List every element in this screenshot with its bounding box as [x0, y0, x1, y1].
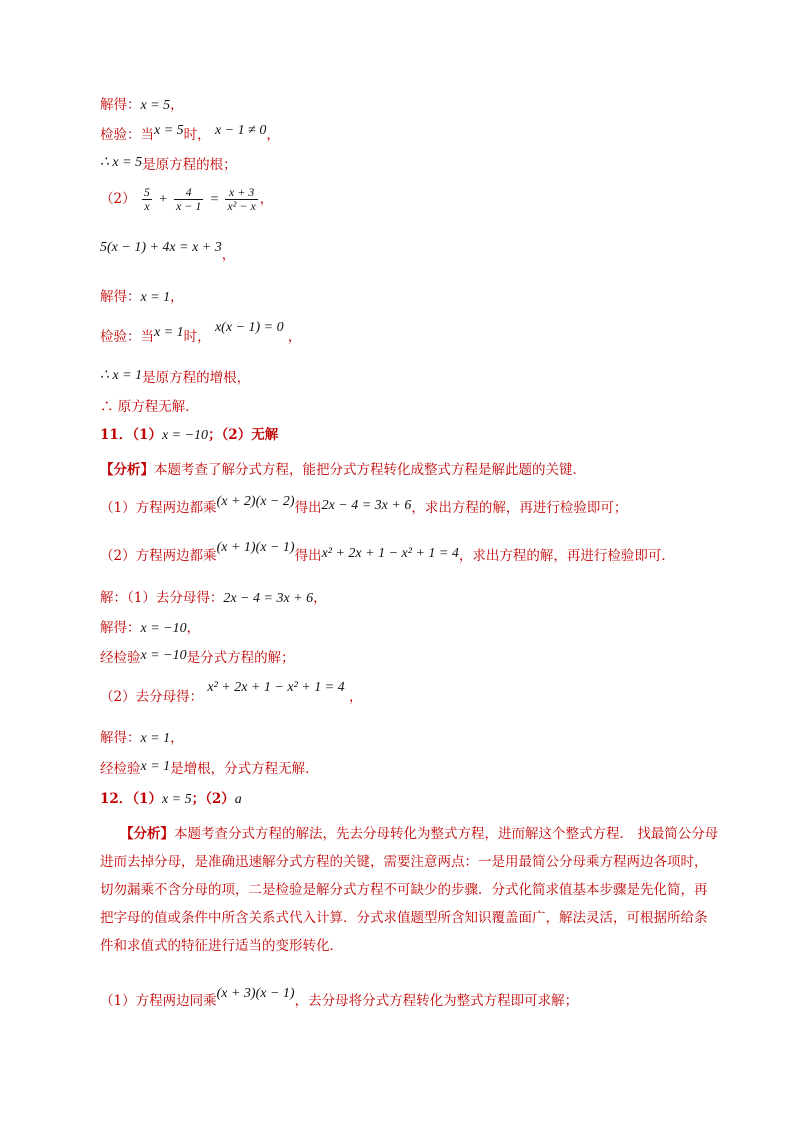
punct: ， — [266, 127, 280, 143]
label: 解得： — [100, 730, 141, 746]
text: ；（2）无解 — [208, 427, 279, 443]
label: 解：（1）去分母得： — [100, 590, 224, 606]
line-solve-x1 — [100, 288, 184, 307]
math: x(x − 1) = 0 — [214, 320, 284, 335]
answer-12 — [100, 790, 242, 809]
punct: ， — [221, 247, 236, 263]
punct: ， — [170, 289, 184, 305]
line-solve-x5 — [100, 96, 184, 115]
math: a — [234, 792, 242, 807]
math: x = −10 — [161, 428, 209, 443]
denominator: x − 1 — [175, 199, 202, 213]
analysis-11 — [100, 461, 586, 479]
solution-11-2-check — [100, 760, 319, 779]
punct: ， — [348, 689, 363, 705]
analysis-tag: 【分析】 — [100, 462, 154, 478]
label: 经检验 — [100, 650, 141, 666]
math: x = 5 — [161, 792, 192, 807]
text: 是增根，分式方程无解． — [170, 761, 319, 777]
math: x = 1 — [140, 731, 171, 746]
text: 得出 — [294, 500, 322, 516]
math: x = −10 — [140, 648, 187, 663]
numerator: 5 — [143, 185, 150, 199]
math: ∴ x = 1 — [100, 368, 143, 383]
math: (x + 2)(x − 2) — [216, 494, 295, 509]
text: ，去分母将分式方程转化为整式方程即可求解； — [294, 993, 579, 1009]
text: ，求出方程的解，再进行检验即可． — [458, 548, 675, 564]
math: x − 1 ≠ 0 — [214, 123, 267, 138]
label: （1） — [132, 791, 162, 807]
line-multiplied — [100, 238, 236, 263]
operator: + — [158, 192, 168, 207]
line-equation-2 — [100, 186, 273, 213]
solution-11-2 — [100, 680, 363, 707]
line-root — [100, 156, 237, 175]
math: 5(x − 1) + 4x = x + 3 — [100, 240, 222, 255]
text: ∴ 原方程无解． — [100, 399, 199, 415]
analysis-12 — [100, 820, 720, 960]
label: 检验：当 — [100, 329, 154, 345]
text: 是原方程的根； — [142, 157, 237, 173]
label: 解得： — [100, 289, 141, 305]
punct: ， — [313, 590, 327, 606]
text: 本题考查了解分式方程，能把分式方程转化成整式方程是解此题的关键． — [154, 462, 586, 478]
line-no-solution — [100, 398, 199, 416]
math: x = 1 — [154, 325, 184, 340]
text: 时， — [183, 329, 211, 345]
text: 本题考查分式方程的解法，先去分母转化为整式方程，进而解这个整式方程． 找最简公分母进而去掉分母，是准确迅速解分式方程的关键，需要注意两点：一是用最简公分母乘方程两边各项时，切勿漏乘不含分母的项，二是检验是解分式方程不可缺少的步骤．分式化简求值基本步骤是先化简，再把字母的值或条件中所含关系式代入计算．分式求值题型所含知识覆盖面广，解法灵活，可根据所给条件和求值式的特征进行适当的变形转化． — [100, 826, 719, 954]
line-extraneous-root — [100, 369, 250, 388]
hint-12-1 — [100, 986, 579, 1011]
label: 解得： — [100, 620, 141, 636]
punct: ， — [186, 620, 201, 636]
math: x² + 2x + 1 − x² + 1 = 4 — [207, 680, 345, 695]
math: (x + 3)(x − 1) — [216, 986, 295, 1001]
fraction — [225, 186, 257, 213]
math: 2x − 4 = 3x + 6 — [223, 591, 314, 606]
label: 经检验 — [100, 761, 141, 777]
text: ，求出方程的解，再进行检验即可； — [411, 500, 628, 516]
fraction — [142, 186, 152, 213]
math: x = 5 — [140, 98, 171, 113]
line-check-x1 — [100, 320, 302, 347]
hint-11-1 — [100, 494, 628, 518]
question-number: 11． — [100, 427, 133, 443]
denominator: x — [144, 199, 150, 213]
label: 检验：当 — [100, 127, 154, 143]
math: x² + 2x + 1 − x² + 1 = 4 — [321, 546, 459, 561]
math: x = 5 — [154, 123, 184, 138]
math: ∴ x = 5 — [100, 155, 143, 170]
solution-11-1 — [100, 589, 327, 608]
label: （1） — [132, 427, 162, 443]
label: （2）去分母得： — [100, 689, 204, 705]
punct: ， — [170, 97, 184, 113]
punct: ， — [259, 191, 274, 207]
text: 时， — [183, 127, 211, 143]
numerator: 4 — [174, 186, 203, 200]
line-check-x5 — [100, 123, 280, 145]
punct: ， — [170, 730, 184, 746]
text: （1）方程两边都乘 — [100, 500, 217, 516]
question-number: 12． — [100, 791, 133, 807]
math: x = 1 — [140, 290, 171, 305]
solution-11-solve — [100, 619, 200, 638]
operator: = — [209, 192, 220, 207]
analysis-tag: 【分析】 — [120, 826, 174, 842]
fraction — [174, 186, 203, 213]
punct: ， — [287, 329, 302, 345]
text: （1）方程两边同乘 — [100, 993, 217, 1009]
math: 2x − 4 = 3x + 6 — [321, 498, 412, 513]
math: (x + 1)(x − 1) — [216, 540, 295, 555]
hint-11-2 — [100, 540, 675, 566]
text: 是分式方程的解； — [186, 650, 295, 666]
text: ；（2） — [191, 791, 235, 807]
denominator: x² − x — [227, 199, 256, 213]
solution-11-2-solve — [100, 729, 184, 748]
text: 是原方程的增根， — [142, 370, 251, 386]
numerator: x + 3 — [225, 186, 257, 200]
answer-11 — [100, 426, 278, 445]
label: 解得： — [100, 97, 141, 113]
label: （2） — [100, 191, 136, 207]
text: 得出 — [294, 548, 322, 564]
math: x = −10 — [140, 621, 187, 636]
solution-11-check — [100, 649, 295, 668]
math: x = 1 — [140, 759, 171, 774]
text: （2）方程两边都乘 — [100, 548, 217, 564]
